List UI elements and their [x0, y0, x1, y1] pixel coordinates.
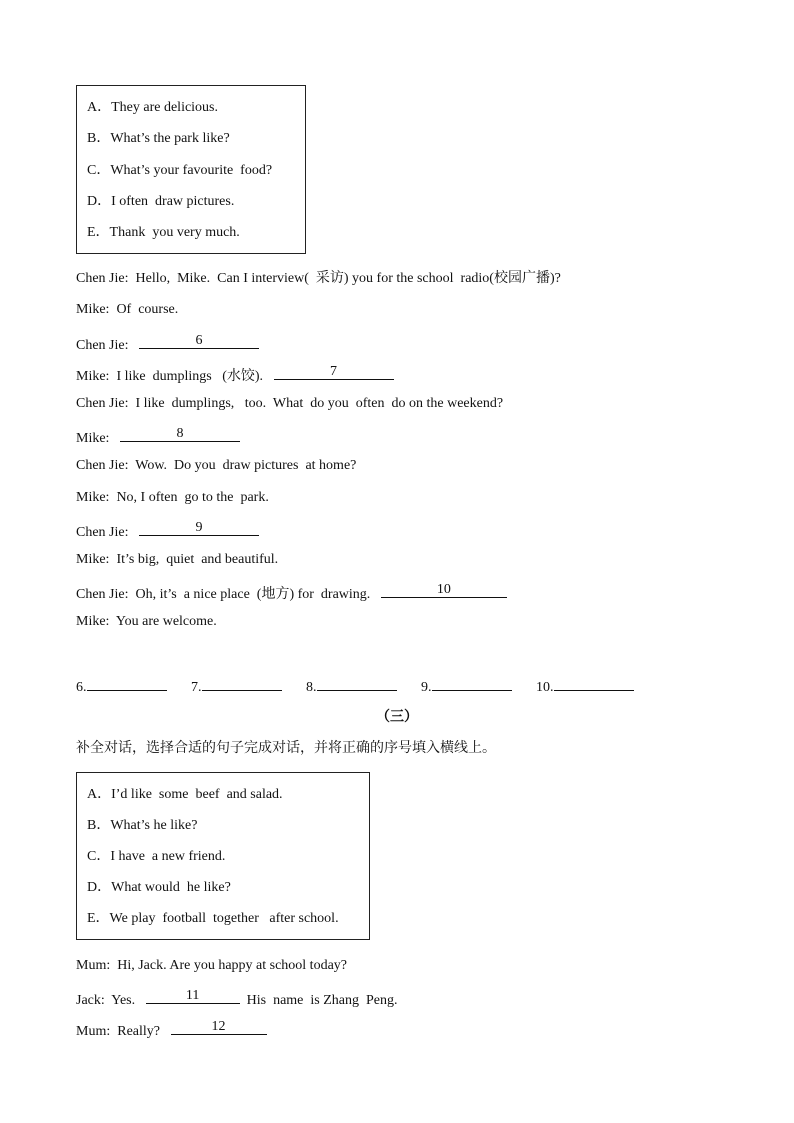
dialogue-line — [76, 396, 503, 412]
line-text: His name is Zhang Peng. — [239, 993, 398, 1008]
option-d: D．What would he like? — [87, 880, 231, 895]
blank-number: 6 — [195, 333, 203, 348]
answer-label: 6. — [76, 680, 87, 695]
line-text: Mike: Of course. — [76, 302, 179, 317]
dialogue-line — [76, 583, 507, 603]
line-text: Mike: You are welcome. — [76, 614, 217, 629]
answer-blank-9[interactable] — [139, 521, 259, 536]
dialogue-line — [76, 958, 347, 974]
dialogue-line — [76, 1020, 267, 1040]
line-text: Jack: Yes. — [76, 993, 146, 1008]
dialogue-line — [76, 989, 398, 1009]
answer-blank-11[interactable] — [146, 989, 240, 1004]
blank-number: 8 — [176, 426, 184, 441]
options-box-2 — [76, 772, 370, 940]
dialogue-line — [76, 427, 240, 447]
option-e: E．We play football together after school. — [87, 911, 339, 926]
dialogue-line — [76, 552, 278, 568]
answer-blank-8[interactable] — [120, 427, 240, 442]
line-text: Mum: Really? — [76, 1024, 171, 1039]
section-title: （三） — [376, 709, 418, 725]
option-d: D．I often draw pictures. — [87, 194, 235, 209]
line-text: Chen Jie: I like dumplings, too. What do you often do on the weekend? — [76, 396, 504, 411]
blank-number: 7 — [330, 364, 338, 379]
answer-label: 7. — [191, 680, 202, 695]
answer-blank-7[interactable] — [274, 365, 394, 380]
answer-blank-6[interactable] — [139, 334, 259, 349]
dialogue-line — [76, 490, 269, 506]
option-b: B．What’s the park like? — [87, 131, 230, 146]
blank-number: 11 — [185, 988, 200, 1003]
dialogue-line — [76, 365, 394, 385]
answer-row — [76, 676, 634, 696]
dialogue-line — [76, 334, 259, 354]
line-text: Mum: Hi, Jack. Are you happy at school today? — [76, 958, 348, 973]
answer-label: 9. — [421, 680, 432, 695]
options-box-1 — [76, 85, 306, 254]
line-text: Mike: — [76, 431, 120, 446]
line-text: Chen Jie: Hello, Mike. Can I interview( 采访) you for the school radio(校园广播)? — [76, 271, 561, 286]
blank-number: 9 — [195, 520, 203, 535]
dialogue-line — [76, 521, 259, 541]
instruction-text: 补全对话，选择合适的句子完成对话，并将正确的序号填入横线上。 — [76, 740, 496, 756]
blank-number: 10 — [436, 582, 451, 597]
answer-field-10[interactable] — [554, 676, 634, 691]
line-text: Chen Jie: Wow. Do you draw pictures at home? — [76, 458, 357, 473]
answer-field-8[interactable] — [317, 676, 397, 691]
answer-label: 8. — [306, 680, 317, 695]
line-text: Mike: I like dumplings (水饺). — [76, 369, 274, 384]
blank-number: 12 — [211, 1019, 226, 1034]
answer-field-7[interactable] — [202, 676, 282, 691]
option-b: B．What’s he like? — [87, 818, 198, 833]
answer-blank-10[interactable] — [381, 583, 507, 598]
dialogue-line — [76, 302, 178, 318]
line-text: Mike: No, I often go to the park. — [76, 490, 269, 505]
line-text: Chen Jie: — [76, 338, 139, 353]
option-c: C．I have a new friend. — [87, 849, 226, 864]
option-e: E．Thank you very much. — [87, 225, 240, 240]
line-text: Mike: It’s big, quiet and beautiful. — [76, 552, 279, 567]
answer-label: 10. — [536, 680, 554, 695]
answer-field-6[interactable] — [87, 676, 167, 691]
answer-field-9[interactable] — [432, 676, 512, 691]
option-a: A．I’d like some beef and salad. — [87, 787, 283, 802]
line-text: Chen Jie: Oh, it’s a nice place (地方) for drawing. — [76, 587, 381, 602]
line-text: Chen Jie: — [76, 525, 139, 540]
option-c: C．What’s your favourite food? — [87, 163, 273, 178]
dialogue-line — [76, 271, 561, 287]
dialogue-line — [76, 614, 217, 630]
dialogue-line — [76, 458, 356, 474]
option-a: A．They are delicious. — [87, 100, 219, 115]
answer-blank-12[interactable] — [171, 1020, 267, 1035]
